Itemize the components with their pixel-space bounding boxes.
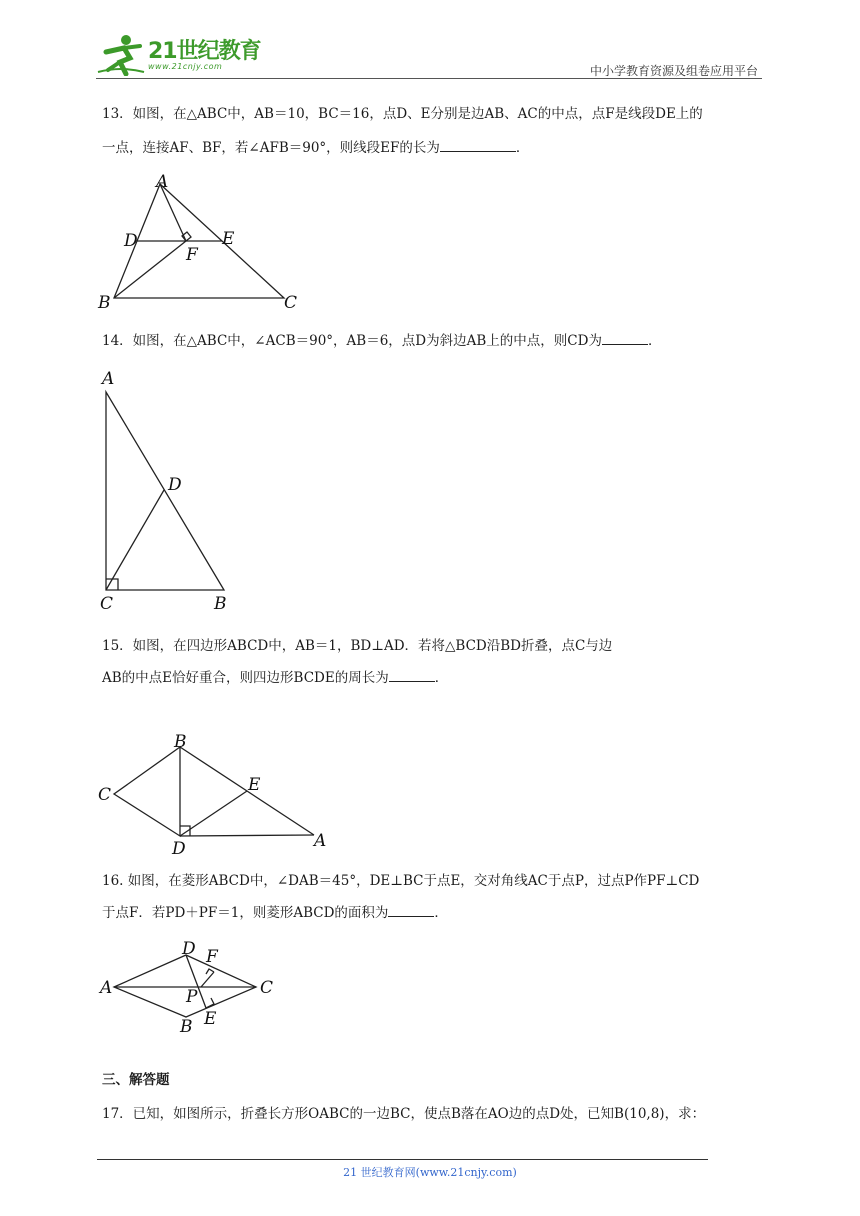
q16-line2-text: 于点F．若PD＋PF＝1，则菱形ABCD的面积为 <box>102 905 389 921</box>
q14-line1-end: ． <box>647 333 662 349</box>
logo <box>96 32 276 76</box>
q14-line1 <box>102 331 768 351</box>
footer-link[interactable]: 21 世纪教育网(www.21cnjy.com) <box>343 1166 517 1179</box>
q15-line1: 15．如图，在四边形ABCD中，AB＝1，BD⊥AD．若将△BCD沿BD折叠，点C与边 <box>102 638 613 654</box>
question-13 <box>102 104 768 158</box>
question-14 <box>102 331 768 351</box>
q14-label-b: B <box>214 594 227 614</box>
q15-label-e: E <box>248 775 261 795</box>
q13-label-e: E <box>222 229 235 249</box>
q17-line1: 17．已知，如图所示，折叠长方形OABC的一边BC，使点B落在AO边的点D处，已知B(10,8)，求： <box>102 1106 706 1122</box>
q14-answer-blank <box>602 331 648 345</box>
q14-figure <box>96 366 246 614</box>
q16-label-e: E <box>204 1009 217 1029</box>
q16-line2-end: ． <box>434 905 448 921</box>
q13-label-d: D <box>124 231 138 251</box>
q16-label-p: P <box>186 987 198 1007</box>
footer-divider <box>97 1159 708 1160</box>
q14-label-a: A <box>102 369 115 389</box>
q15-line2-text: AB的中点E恰好重合，则四边形BCDE的周长为 <box>102 670 389 686</box>
q14-label-c: C <box>100 594 114 614</box>
q14-label-d: D <box>168 475 182 495</box>
q15-label-c: C <box>98 785 112 805</box>
q16-line1: 16. 如图，在菱形ABCD中，∠DAB＝45°，DE⊥BC于点E，交对角线AC于点P，过点P作PF⊥CD <box>102 873 700 889</box>
q15-line2-end: ． <box>434 670 449 686</box>
q13-line1: 13．如图，在△ABC中，AB＝10，BC＝16，点D、E分别是边AB、AC的中点，点F是线段DE上的 <box>102 106 703 122</box>
question-16 <box>102 871 768 923</box>
q15-line2 <box>102 668 768 688</box>
q16-line2 <box>102 903 768 923</box>
header-slogan: 中小学教育资源及组卷应用平台 <box>589 64 758 78</box>
section-title: 三、解答题 <box>102 1072 170 1088</box>
page-header <box>96 28 762 80</box>
question-17 <box>102 1104 768 1124</box>
logo-url: www.21cnjy.com <box>148 62 223 71</box>
q15-answer-blank <box>389 668 435 682</box>
q13-line2-end: ． <box>515 140 530 156</box>
header-divider <box>96 78 762 79</box>
q16-label-f: F <box>206 947 218 967</box>
q16-label-a: A <box>100 978 113 998</box>
q16-label-b: B <box>180 1017 193 1037</box>
q13-label-c: C <box>284 293 298 313</box>
runner-logo-icon <box>96 32 146 76</box>
q13-label-a: A <box>156 172 169 192</box>
q16-label-d: D <box>182 939 196 959</box>
q16-answer-blank <box>388 903 434 917</box>
q13-figure <box>94 172 314 314</box>
q13-label-f: F <box>186 245 198 265</box>
q14-line1-text: 14．如图，在△ABC中，∠ACB＝90°，AB＝6，点D为斜边AB上的中点，则CD为 <box>102 333 602 349</box>
q16-label-c: C <box>260 978 274 998</box>
logo-text: 21世纪教育 <box>148 39 261 64</box>
q15-label-a: A <box>314 831 327 851</box>
q15-figure <box>94 730 334 860</box>
q15-label-d: D <box>172 839 186 859</box>
q13-answer-blank <box>440 138 516 152</box>
q13-line2-text: 一点，连接AF、BF，若∠AFB＝90°，则线段EF的长为 <box>102 140 440 156</box>
q15-label-b: B <box>174 732 187 752</box>
q13-line2 <box>102 138 768 158</box>
q16-figure <box>96 938 286 1036</box>
q13-label-b: B <box>98 293 111 313</box>
question-15 <box>102 636 768 688</box>
